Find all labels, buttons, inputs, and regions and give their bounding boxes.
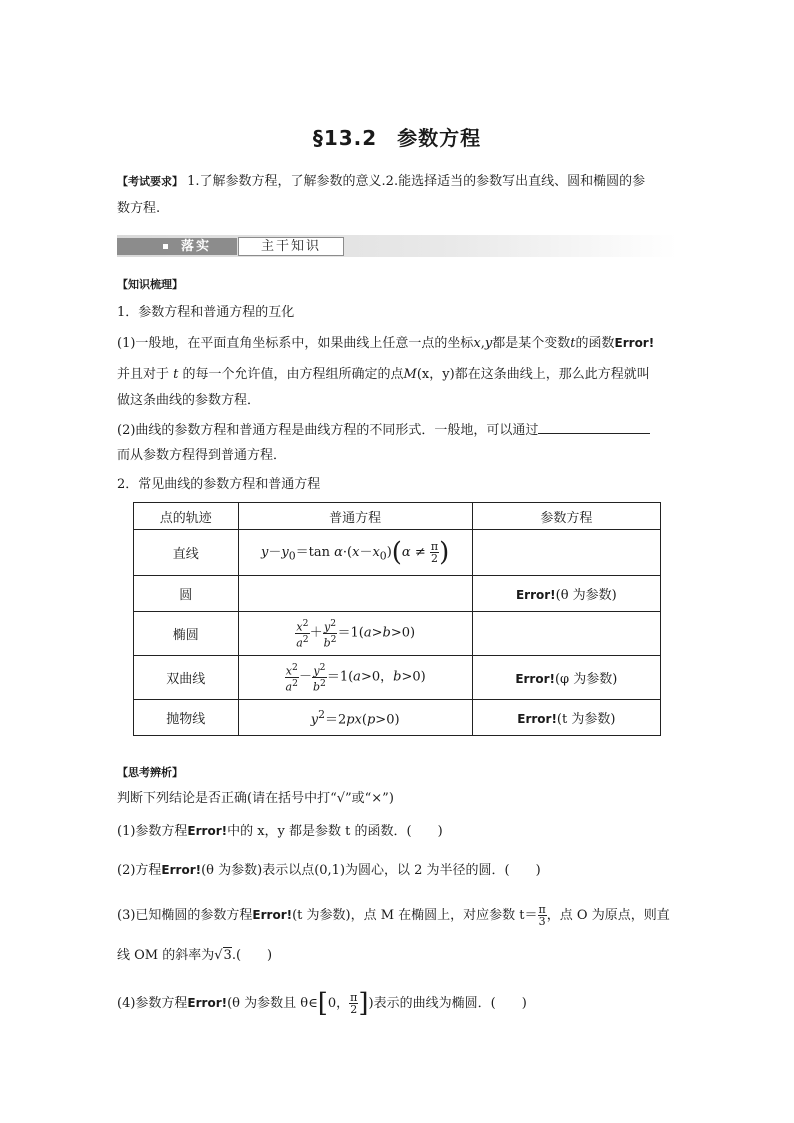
exam-requirements xyxy=(117,173,645,191)
knowledge-tag: 【知识梳理】 xyxy=(117,278,183,291)
fill-blank xyxy=(538,420,650,434)
section-banner xyxy=(117,235,677,257)
table-cell: Error!(t 为参数) xyxy=(472,700,660,736)
question-4: (4)参数方程Error!(θ 为参数且 θ∈[0， $\frac{\pi}{2}$ ])表示的曲线为椭圆．( ) xyxy=(117,988,527,1019)
exam-req-tag: 【考试要求】 xyxy=(117,175,183,188)
table-header-row xyxy=(134,503,661,530)
page-title xyxy=(0,122,794,151)
table-cell xyxy=(472,612,660,656)
section-name: 参数方程 xyxy=(397,126,482,150)
table-cell: 双曲线 xyxy=(134,656,239,700)
knowledge-paragraph-2: (2)曲线的参数方程和普通方程是曲线方程的不同形式．一般地，可以通过 xyxy=(117,420,650,440)
thinking-intro: 判断下列结论是否正确(请在括号中打“√”或“×”) xyxy=(117,791,394,806)
question-1: (1)参数方程Error!中的 x，y 都是参数 t 的函数．( ) xyxy=(117,824,443,839)
thinking-tag: 【思考辨析】 xyxy=(117,766,183,779)
table-cell: 圆 xyxy=(134,576,239,612)
knowledge-heading-2: 2．常见曲线的参数方程和普通方程 xyxy=(117,477,321,492)
square-bullet-icon xyxy=(163,244,168,249)
banner-right: 主干知识 xyxy=(238,237,344,256)
table-cell: Error!(θ 为参数) xyxy=(472,576,660,612)
table-cell: 椭圆 xyxy=(134,612,239,656)
knowledge-paragraph-1c: 做这条曲线的参数方程． xyxy=(117,393,261,408)
table-cell: 抛物线 xyxy=(134,700,239,736)
table-cell: 直线 xyxy=(134,530,239,576)
table-header: 点的轨迹 xyxy=(134,503,239,530)
section-number: §13.2 xyxy=(312,126,378,150)
table-row xyxy=(134,656,661,700)
knowledge-heading-1: 1．参数方程和普通方程的互化 xyxy=(117,305,295,320)
banner-left: 落实 xyxy=(117,238,237,255)
table-cell: Error!(φ 为参数) xyxy=(472,656,660,700)
table-cell: $\frac{x^2}{a^2}$ － $\frac{y^2}{b^2}$ ＝1(a>0，b>0) xyxy=(238,656,472,700)
table-cell xyxy=(472,530,660,576)
exam-req-text: 1.了解参数方程，了解参数的意义.2.能选择适当的参数写出直线、圆和椭圆的参 xyxy=(187,174,646,189)
knowledge-paragraph-1: (1)一般地，在平面直角坐标系中，如果曲线上任意一点的坐标x,y都是某个变数t的函数Error! xyxy=(117,336,655,351)
table-cell xyxy=(238,576,472,612)
exam-requirements-cont: 数方程. xyxy=(117,201,161,216)
question-3-cont: 线 OM 的斜率为√3.( ) xyxy=(117,948,273,963)
table-row xyxy=(134,576,661,612)
question-2: (2)方程Error!(θ 为参数)表示以点(0,1)为圆心，以 2 为半径的圆．( ) xyxy=(117,863,541,878)
error-text: Error! xyxy=(614,336,655,350)
knowledge-paragraph-2b: 而从参数方程得到普通方程． xyxy=(117,448,287,463)
knowledge-paragraph-1b: 并且对于 t 的每一个允许值，由方程组所确定的点M(x，y)都在这条曲线上，那么此方程就叫 xyxy=(117,367,650,382)
table-cell: $y-y_0=\tan$ $\alpha\cdot(x-x_0)(\alpha$ ≠ $\frac{\pi}{2}$ ) xyxy=(238,530,472,576)
table-row xyxy=(134,530,661,576)
table-header: 普通方程 xyxy=(238,503,472,530)
table-row xyxy=(134,700,661,736)
table-header: 参数方程 xyxy=(472,503,660,530)
table-cell: $y^2=2px(p>0)$ xyxy=(238,700,472,736)
table-row xyxy=(134,612,661,656)
curves-table xyxy=(133,502,661,736)
question-3: (3)已知椭圆的参数方程Error!(t 为参数)，点 M 在椭圆上，对应参数 t＝ $\frac{\pi}{3}$ ，点 O 为原点，则直 xyxy=(117,903,670,928)
table-cell: $\frac{x^2}{a^2}$ ＋ $\frac{y^2}{b^2}$ ＝1(a>b>0) xyxy=(238,612,472,656)
